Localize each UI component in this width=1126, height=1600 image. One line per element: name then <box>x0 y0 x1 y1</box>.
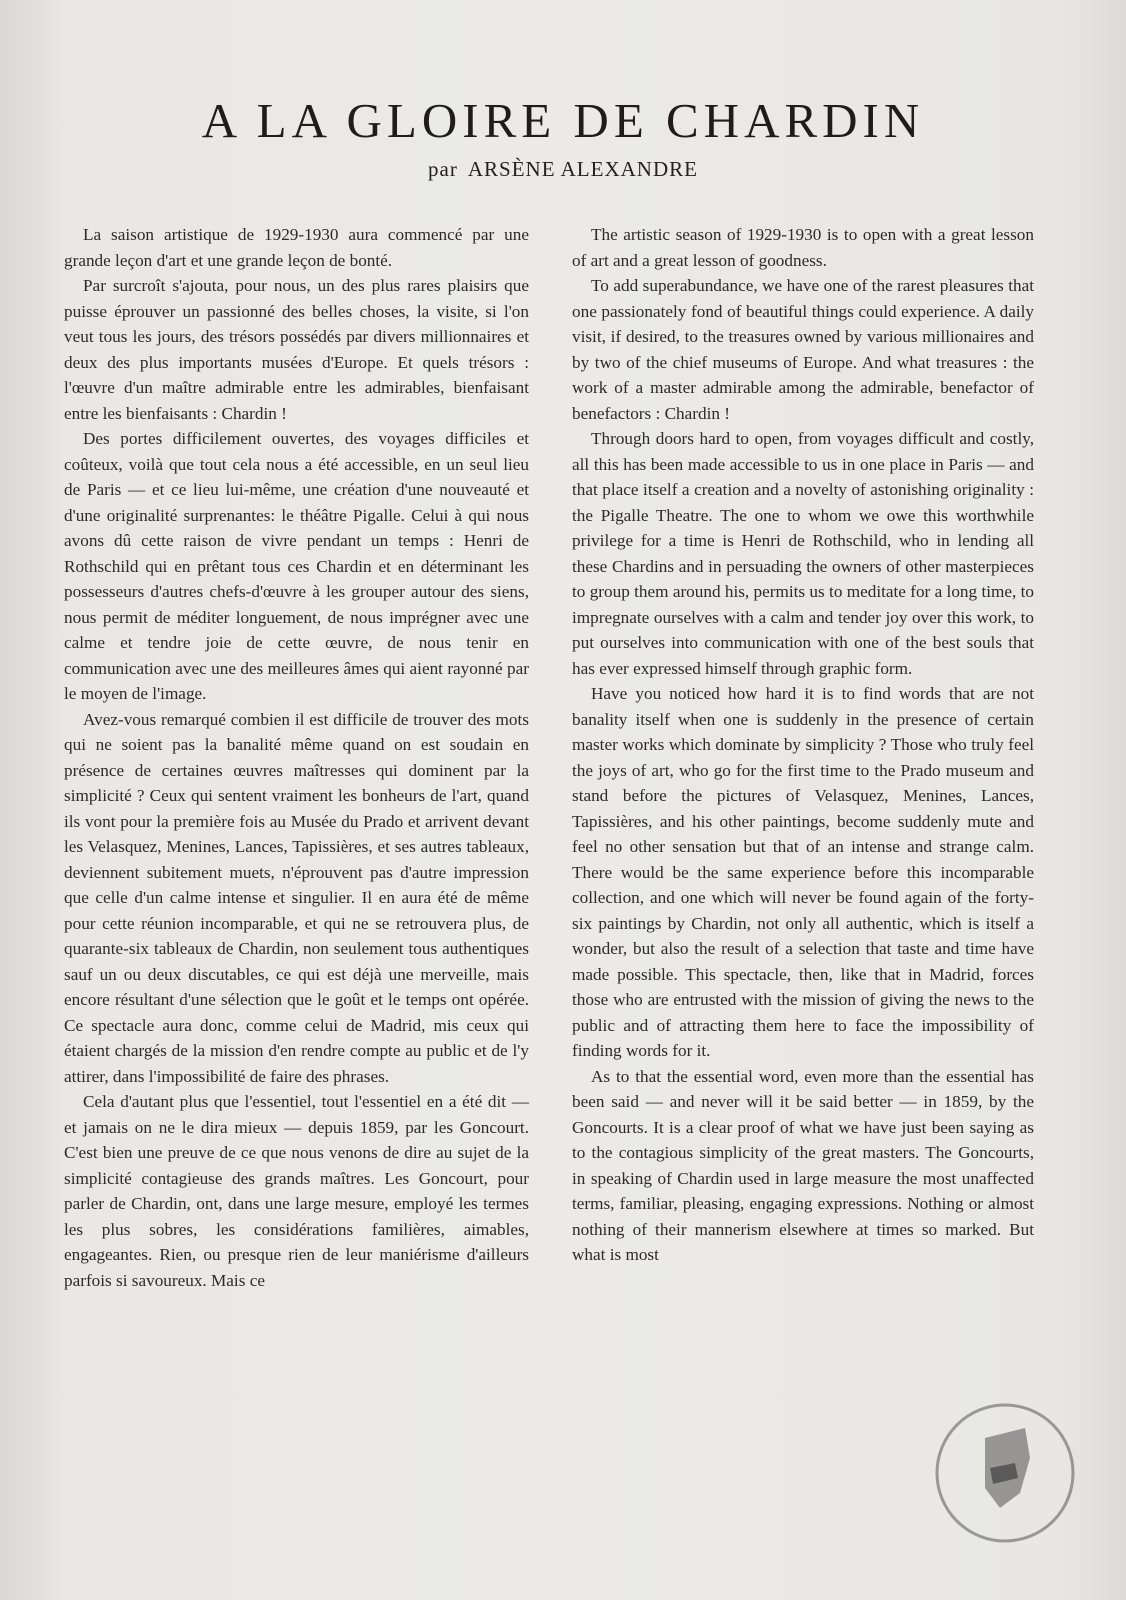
paragraph: Avez-vous remarqué combien il est difficile de trouver des mots qui ne soient pas la banalité même quand on est soudain en présence de certaines œuvres maîtresses qui dominent par la simplicité ? Ceux qui sentent vraiment les bonheurs de l'art, quand ils vont pour la première fois au Musée du Prado et arrivent devant les Velasquez, Menines, Lances, Tapissières, et ses autres tableaux, deviennent subitement muets, n'éprouvent pas d'autre impression que celle d'un calme intense et singulier. Il en aura été de même pour cette réunion incomparable, et qui ne se retrouvera plus, de quarante-six tableaux de Chardin, non seulement tous authentiques sauf un ou deux discutables, ce qui est déjà une merveille, mais encore résultant d'une sélection que le goût et le temps ont opérée. Ce spectacle aura donc, comme celui de Madrid, mis ceux qui étaient chargés de la mission d'en rendre compte au public et de l'y attirer, dans l'impossibilité de faire des phrases. <box>64 709 529 1086</box>
french-text-column <box>64 222 529 1293</box>
paragraph: Des portes difficilement ouvertes, des voyages difficiles et coûteux, voilà que tout cela nous a été accessible, en un seul lieu de Paris — et ce lieu lui-même, une création d'une nouveauté et d'une originalité surprenantes: le théâtre Pigalle. Celui à qui nous avons dû cette raison de vivre pendant un temps : Henri de Rothschild qui en prêtant tous ces Chardin et en déterminant les possesseurs d'autres chefs-d'œuvre à les grouper autour des siens, nous permit de méditer longuement, de nous imprégner avec une calme et tendre joie de cette œuvre, de nous tenir en communication avec une des meilleures âmes qui aient rayonné par le moyen de l'image. <box>64 429 529 703</box>
paragraph: As to that the essential word, even more than the essential has been said — and never will it be said better — in 1859, by the Goncourts. It is a clear proof of what we have just been saying as to the contagious simplicity of the great masters. The Goncourts, in speaking of Chardin used in large measure the most unaffected terms, familiar, pleasing, engaging expressions. Nothing or almost nothing of their mannerism elsewhere at times so marked. But what is most <box>572 1066 1034 1264</box>
paragraph: La saison artistique de 1929-1930 aura commencé par une grande leçon d'art et une grande leçon de bonté. <box>64 225 529 270</box>
paragraph: Have you noticed how hard it is to find words that are not banality itself when one is suddenly in the presence of certain master works which dominate by simplicity ? Those who truly feel the joys of art, who go for the first time to the Prado museum and stand before the pictures of Velasquez, Menines, Lances, Tapissières, and his other paintings, become suddenly mute and feel no other sensation but that of an intense and strange calm. There would be the same experience before this incomparable collection, and one which will never be found again of the forty-six paintings by Chardin, not only all authentic, which is itself a wonder, but also the result of a selection that taste and time have made possible. This spectacle, then, like that in Madrid, forces those who are entrusted with the mission of giving the news to the public and of attracting them here to face the impossibility of finding words for it. <box>572 684 1034 1060</box>
library-stamp-icon <box>930 1398 1080 1548</box>
english-text-column <box>572 222 1034 1268</box>
article-title: A LA GLOIRE DE CHARDIN <box>201 93 925 148</box>
paragraph: Par surcroît s'ajouta, pour nous, un des plus rares plaisirs que puisse éprouver un passionné des belles choses, la visite, si l'on veut tous les jours, des trésors possédés par divers millionnaires et deux des plus importants musées d'Europe. Et quels trésors : l'œuvre d'un maître admirable entre les admirables, bienfaisant entre les bienfaisants : Chardin ! <box>64 276 529 423</box>
paragraph: Through doors hard to open, from voyages difficult and costly, all this has been made accessible to us in one place in Paris — and that place itself a creation and a novelty of astonishing originality : the Pigalle Theatre. The one to whom we owe this worthwhile privilege for a time is Henri de Rothschild, who in lending all these Chardins and in persuading the owners of other masterpieces to group them around his, permits us to meditate for a long time, to impregnate ourselves with a calm and tender joy over this work, to put ourselves into communication with one of the best souls that has ever expressed himself through graphic form. <box>572 429 1034 678</box>
paragraph: The artistic season of 1929-1930 is to open with a great lesson of art and a great lesson of goodness. <box>572 225 1034 270</box>
byline <box>0 157 1126 182</box>
author-name: ARSÈNE ALEXANDRE <box>467 157 698 181</box>
paragraph: To add superabundance, we have one of the rarest pleasures that one passionately fond of beautiful things could experience. A daily visit, if desired, to the treasures owned by various millionaires and by two of the chief museums of Europe. And what treasures : the work of a master admirable among the admirable, benefactor of benefactors : Chardin ! <box>572 276 1034 423</box>
paragraph: Cela d'autant plus que l'essentiel, tout l'essentiel en a été dit — et jamais on ne le dira mieux — depuis 1859, par les Goncourt. C'est bien une preuve de ce que nous venons de dire au sujet de la simplicité contagieuse des grands maîtres. Les Goncourt, pour parler de Chardin, ont, dans une large mesure, employé les termes les plus sobres, les considérations familières, aimables, engageantes. Rien, ou presque rien de leur maniérisme d'ailleurs parfois si savoureux. Mais ce <box>64 1092 529 1290</box>
byline-prefix: par <box>428 157 458 181</box>
